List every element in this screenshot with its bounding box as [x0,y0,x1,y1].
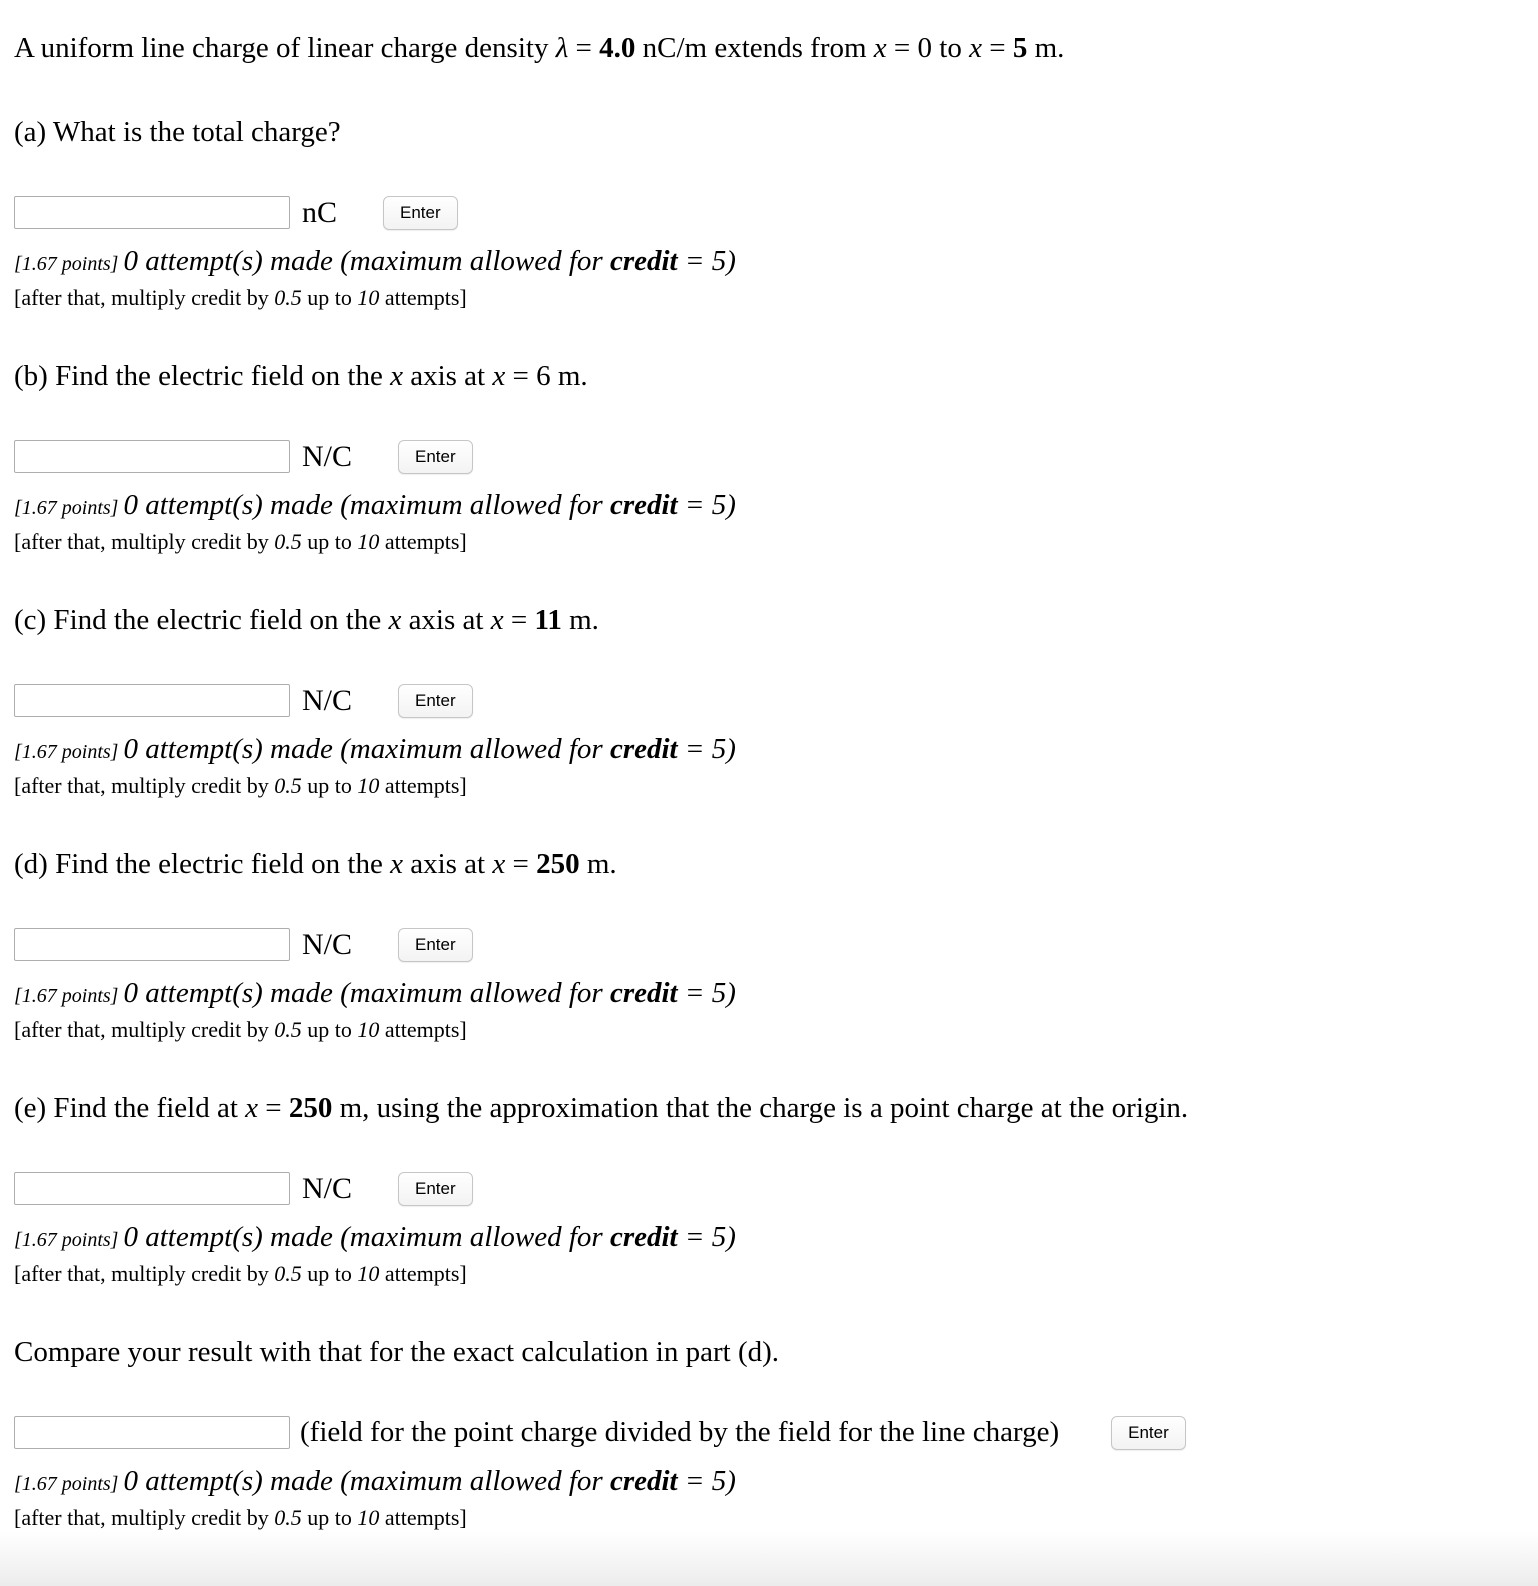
credit-word: credit [609,1465,678,1497]
text-segment: (d) Find the electric field on the [14,848,391,880]
credit-note-e [14,1260,1538,1287]
charge-density-value: 4.0 [599,32,636,64]
unit-label-b: N/C [302,439,353,473]
text-segment: = 0 to [886,32,970,64]
points-badge: [1.67 points] [14,497,124,519]
question-text-a [14,114,1538,151]
credit-word: credit [609,1221,678,1253]
points-badge: [1.67 points] [14,1229,124,1251]
credit-word: credit [609,977,678,1009]
question-section-e [14,1090,1538,1287]
x-symbol: x [873,32,887,64]
attempts-text: = 5) [677,489,736,521]
note-value: 0.5 [274,285,302,310]
question-text-b [14,358,1538,395]
unit-label-e: N/C [302,1171,353,1205]
answer-input-e[interactable] [14,1172,290,1205]
position-value: 11 [534,604,562,636]
credit-line-compare [14,1463,1538,1503]
position-value: 250 [536,848,580,880]
answer-row-a [14,194,1538,231]
unit-label-c: N/C [302,683,353,717]
text-segment: = [503,604,535,636]
note-text: attempts] [379,285,467,310]
answer-input-compare[interactable] [14,1416,290,1449]
note-text: attempts] [379,529,467,554]
text-segment: (a) What is the total charge? [14,116,341,148]
x-symbol: x [390,360,403,392]
enter-button-b[interactable]: Enter [398,440,473,474]
text-segment: axis at [402,848,493,880]
question-section-compare [14,1334,1538,1531]
enter-button-e[interactable]: Enter [398,1172,473,1206]
text-segment: = [568,32,600,64]
credit-word: credit [609,245,678,277]
answer-row-c [14,682,1538,719]
note-text: up to [301,1017,358,1042]
text-segment: = 6 m. [505,360,588,392]
x-symbol: x [245,1092,258,1124]
enter-button-d[interactable]: Enter [398,928,473,962]
credit-note-c [14,772,1538,799]
attempts-text: 0 attempt(s) made (maximum allowed for [123,1221,610,1253]
note-text: [after that, multiply credit by [14,1017,275,1042]
credit-line-c [14,731,1538,771]
text-segment: A uniform line charge of linear charge density [14,32,556,64]
answer-input-d[interactable] [14,928,290,961]
text-segment: m. [579,848,617,880]
credit-note-d [14,1016,1538,1043]
note-value: 10 [357,1505,380,1530]
enter-button-c[interactable]: Enter [398,684,473,718]
note-value: 10 [357,285,380,310]
text-segment: = [981,32,1013,64]
note-text: attempts] [379,1505,467,1530]
note-value: 0.5 [274,1505,302,1530]
unit-label-a: nC [302,195,338,229]
question-text-d [14,846,1538,883]
note-value: 0.5 [274,1261,302,1286]
credit-line-b [14,487,1538,527]
attempts-text: = 5) [677,245,736,277]
question-section-c [14,602,1538,799]
credit-line-a [14,243,1538,283]
points-badge: [1.67 points] [14,741,124,763]
text-segment: axis at [402,360,493,392]
attempts-text: = 5) [677,733,736,765]
text-segment: m. [1027,32,1065,64]
credit-word: credit [609,733,678,765]
attempts-text: = 5) [677,1465,736,1497]
x-symbol: x [492,848,506,880]
note-text: [after that, multiply credit by [14,773,275,798]
text-segment: Compare your result with that for the exact calculation in part (d). [14,1336,780,1368]
attempts-text: 0 attempt(s) made (maximum allowed for [123,1465,610,1497]
text-segment: (c) Find the electric field on the [14,604,389,636]
credit-word: credit [609,489,678,521]
note-text: up to [301,1261,358,1286]
note-text: up to [301,1505,358,1530]
credit-note-compare [14,1504,1538,1531]
text-segment: = [258,1092,289,1124]
note-text: attempts] [379,1261,467,1286]
answer-input-a[interactable] [14,196,290,229]
problem-statement [14,30,1538,67]
note-value: 0.5 [274,1017,302,1042]
text-segment: = [505,848,537,880]
ratio-description-label: (field for the point charge divided by the field for the line charge) [300,1416,1060,1448]
x-symbol: x [490,604,504,636]
text-segment: m, using the approximation that the charge is a point charge at the origin. [332,1092,1189,1124]
question-section-d [14,846,1538,1043]
note-text: [after that, multiply credit by [14,285,275,310]
note-value: 10 [357,1017,380,1042]
credit-line-d [14,975,1538,1015]
points-badge: [1.67 points] [14,1473,124,1495]
note-value: 10 [357,1261,380,1286]
answer-input-b[interactable] [14,440,290,473]
credit-line-e [14,1219,1538,1259]
question-text-c [14,602,1538,639]
answer-row-compare [14,1414,1538,1451]
note-text: attempts] [379,1017,467,1042]
page-bottom-fade [0,1531,1538,1586]
note-text: [after that, multiply credit by [14,529,275,554]
answer-row-e [14,1170,1538,1207]
enter-button-a[interactable]: Enter [383,196,458,230]
credit-note-b [14,528,1538,555]
text-segment: (e) Find the field at [14,1092,246,1124]
text-segment: nC/m extends from [635,32,874,64]
x-symbol: x [390,848,403,880]
note-text: up to [301,773,358,798]
note-value: 0.5 [274,773,302,798]
attempts-text: 0 attempt(s) made (maximum allowed for [123,733,610,765]
note-value: 10 [357,529,380,554]
attempts-text: 0 attempt(s) made (maximum allowed for [123,245,610,277]
x-symbol: x [969,32,982,64]
note-text: up to [301,285,358,310]
credit-note-a [14,284,1538,311]
note-value: 0.5 [274,529,302,554]
note-value: 10 [357,773,380,798]
position-value: 250 [288,1092,333,1124]
answer-input-c[interactable] [14,684,290,717]
text-segment: (b) Find the electric field on the [14,360,391,392]
lambda-symbol: λ [555,32,569,64]
attempts-text: 0 attempt(s) made (maximum allowed for [123,489,610,521]
text-segment: m. [561,604,599,636]
points-badge: [1.67 points] [14,985,124,1007]
question-text-compare [14,1334,1538,1371]
note-text: up to [301,529,358,554]
unit-label-d: N/C [302,927,353,961]
answer-row-b [14,438,1538,475]
note-text: [after that, multiply credit by [14,1261,275,1286]
question-section-b [14,358,1538,555]
length-value: 5 [1012,32,1028,64]
x-symbol: x [388,604,402,636]
enter-button-compare[interactable]: Enter [1111,1416,1186,1450]
attempts-text: = 5) [677,1221,736,1253]
attempts-text: 0 attempt(s) made (maximum allowed for [123,977,610,1009]
points-badge: [1.67 points] [14,253,124,275]
note-text: [after that, multiply credit by [14,1505,275,1530]
x-symbol: x [492,360,506,392]
note-text: attempts] [379,773,467,798]
answer-row-d [14,926,1538,963]
text-segment: axis at [401,604,491,636]
question-text-e [14,1090,1538,1127]
question-section-a [14,114,1538,311]
attempts-text: = 5) [677,977,736,1009]
